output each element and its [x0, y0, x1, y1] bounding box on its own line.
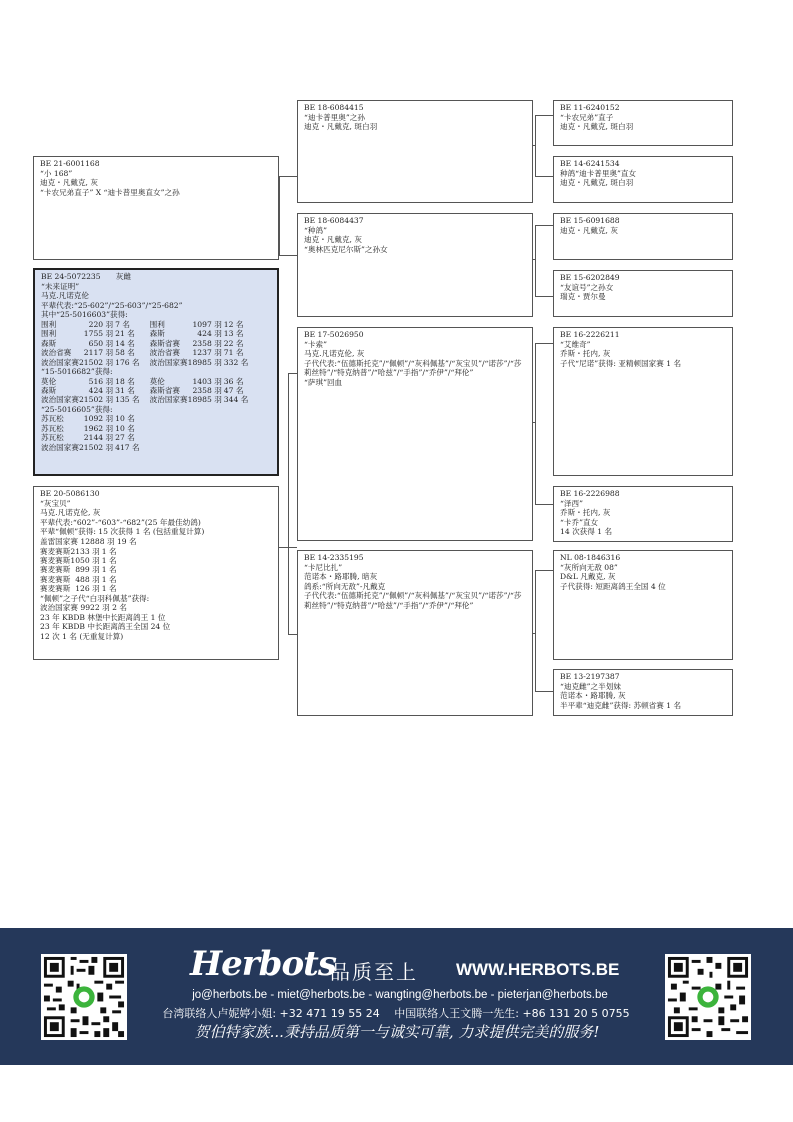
place: 12 名	[223, 319, 244, 329]
name: “迪卡普里奥”之孙	[304, 112, 365, 122]
note: 子代获得: 短距离鸽王全国 4 位	[560, 581, 666, 591]
birds: 1962 羽	[83, 423, 114, 433]
place: 1 名	[101, 565, 117, 575]
dam-offspring-result: 23 年 KBDB 林堡中长距离鸽王 1 位	[40, 612, 166, 622]
footer-banner	[0, 928, 793, 1065]
brand-logo: Herbots	[190, 944, 336, 984]
place: 58 名	[115, 348, 135, 358]
ring: BE 14-6241534	[560, 159, 620, 168]
subject-results-2	[41, 377, 248, 405]
race: 波治国家赛	[41, 395, 79, 405]
table-row	[41, 358, 248, 367]
race: 赛麦赛斯	[40, 565, 71, 575]
place: 7 名	[115, 319, 130, 329]
ring: BE 15-6091688	[560, 216, 620, 225]
place: 332 名	[223, 357, 249, 367]
table-row	[41, 348, 248, 357]
ring: BE 16-2226988	[560, 489, 620, 498]
breeder: 瑞克・贾尔曼	[560, 292, 606, 302]
birds: 21502 羽	[78, 442, 114, 452]
slogan: 贺伯特家族...秉持品质第一与诚实可靠, 力求提供完美的服务!	[194, 1023, 600, 1041]
race: 波治国家赛	[149, 395, 188, 405]
place: 71 名	[223, 348, 244, 358]
table-row	[40, 565, 117, 574]
sds-card	[553, 213, 733, 260]
name: “泽西”	[560, 498, 583, 508]
place: 417 名	[115, 442, 140, 452]
breeder: 迪克・凡戴克, 斑白羽	[560, 122, 634, 132]
sire-note: “卡农兄弟直子” X “迪卡普里奥直女”之孙	[40, 187, 180, 197]
ring: BE 13-2197387	[560, 672, 620, 681]
sire-ring: BE 21-6001168	[40, 159, 100, 168]
lineage: 鸽系:“所向无敌”-凡戴克	[304, 581, 386, 591]
place: 14 名	[115, 338, 135, 348]
subject-ring: BE 24-5072235 灰雌	[41, 272, 131, 281]
place: 1 名	[101, 555, 117, 565]
subject-heading-2: “15-5016682”获得:	[41, 367, 113, 376]
table-row	[41, 395, 248, 404]
breeder: 乔斯・托内, 灰	[560, 349, 611, 359]
table-row	[40, 575, 117, 584]
birds: 18985 羽	[187, 395, 222, 405]
note: “萨琪”回血	[304, 377, 343, 387]
subject-card	[33, 268, 279, 476]
note: “卡乔”直女	[560, 517, 599, 527]
birds: 220 羽	[88, 319, 114, 329]
birds: 488 羽	[75, 574, 100, 584]
birds: 899 羽	[75, 565, 100, 575]
ring: BE 17-5026950	[304, 330, 364, 339]
birds: 1237 羽	[192, 348, 222, 358]
place: 10 名	[115, 423, 135, 433]
sire-sire-card	[297, 100, 533, 203]
table-row	[41, 320, 248, 329]
contact-phones: 台湾联络人卢妮婷小姐: +32 471 19 55 24 中国联络人王文腾一先生: +86 131 20 5 0755	[162, 1007, 630, 1020]
contact-emails[interactable]: jo@herbots.be - miet@herbots.be - wangting@herbots.be - pieterjan@herbots.be	[192, 989, 608, 1001]
dam-offspring-heading: “佩顿”之子代“白羽科佩基”获得:	[40, 593, 150, 603]
birds: 2358 羽	[192, 338, 222, 348]
race: 赛麦赛斯	[40, 584, 71, 594]
name: “艾维奇”	[560, 339, 591, 349]
table-row	[40, 556, 117, 565]
race: 波治国家赛	[41, 357, 79, 367]
dam-offspring-result: 12 次 1 名 (无重复计算)	[40, 631, 124, 641]
ring: BE 18-6084437	[304, 216, 364, 225]
dam-offspring-result: 波治国家赛 9922 羽 2 名	[40, 603, 127, 613]
birds: 2358 羽	[192, 386, 222, 395]
race: 赛麦赛斯	[40, 546, 71, 556]
breeder: 迪克・凡戴克, 斑白羽	[560, 178, 634, 188]
table-row	[41, 339, 248, 348]
qr-code-icon[interactable]	[665, 954, 751, 1040]
qr-code-icon[interactable]	[41, 954, 127, 1040]
subject-name: “未来证明”	[41, 281, 80, 291]
subject-siblings: 平辈代表:“25-602”/“25-603”/“25-682”	[41, 300, 183, 310]
name: 种鸽“迪卡普里奥”直女	[560, 168, 637, 178]
birds: 424 羽	[88, 386, 114, 395]
breeder: 迪克・凡戴克, 灰	[560, 225, 618, 235]
dam-offspring-result: 23 年 KBDB 中长距离鸽王全国 24 位	[40, 622, 171, 632]
birds: 2144 羽	[83, 433, 114, 443]
race: 围利	[149, 319, 165, 329]
birds: 2117 羽	[83, 348, 114, 358]
dam-sire-card	[297, 327, 533, 541]
dam-siblings: 平辈代表:“602”-“603”-“682”(25 年最佳幼鸽)	[40, 517, 201, 527]
dds-card	[553, 550, 733, 660]
place: 18 名	[115, 376, 135, 386]
ring: BE 18-6084415	[304, 103, 364, 112]
birds: 2133 羽	[70, 546, 100, 556]
breeder: 迪克・凡戴克, 灰	[304, 235, 362, 245]
dam-name: “灰宝贝”	[40, 498, 71, 508]
ring: BE 14-2335195	[304, 553, 364, 562]
table-row	[41, 424, 140, 433]
race: 围利	[41, 329, 57, 339]
place: 1 名	[101, 584, 117, 594]
sdd-card	[553, 270, 733, 317]
place: 176 名	[115, 357, 140, 367]
place: 1 名	[101, 574, 117, 584]
sire-card	[33, 156, 279, 260]
place: 1 名	[101, 546, 117, 556]
race: 苏瓦松	[41, 433, 64, 443]
place: 47 名	[223, 386, 244, 395]
name: “友谊号”之孙女	[560, 282, 614, 292]
subject-breeder: 马克.凡诺克伦	[41, 291, 89, 301]
note: 半平辈“迪克雌”获得: 苏顿省赛 1 名	[560, 700, 682, 710]
sire-breeder: 迪克・凡戴克, 灰	[40, 178, 98, 188]
breeder: 迪克・凡戴克, 斑白羽	[304, 122, 378, 132]
breeder: D&L 凡戴克, 灰	[560, 572, 616, 582]
dsd-card	[553, 486, 733, 542]
place: 36 名	[223, 376, 244, 386]
dam-dam-card	[297, 550, 533, 716]
sss-card	[553, 100, 733, 146]
place: 10 名	[115, 414, 135, 424]
dam-ring: BE 20-5086130	[40, 489, 100, 498]
race: 莫伦	[149, 376, 165, 386]
race: 围利	[41, 319, 57, 329]
table-row	[41, 443, 140, 452]
birds: 126 羽	[75, 584, 100, 594]
place: 13 名	[223, 329, 244, 339]
offspring: 子代代表:“伍德斯托克”/“佩顿”/“灰科佩基”/“灰宝贝”/“诺莎”/“莎莉丝特”/“特克纳普”/“哈兹”/“手指”/“乔伊”/“拜伦”	[304, 358, 522, 378]
race: 森斯	[41, 386, 57, 395]
race: 莫伦	[41, 376, 57, 386]
subject-results-3	[41, 414, 140, 452]
place: 344 名	[223, 395, 249, 405]
dam-gueret: 盖雷国家赛 12888 羽 19 名	[40, 536, 137, 546]
race: 森斯省赛	[149, 338, 181, 348]
website-link[interactable]: WWW.HERBOTS.BE	[456, 960, 620, 979]
name: “卡索”	[304, 339, 327, 349]
tagline: 品质至上	[330, 960, 418, 984]
ring: BE 11-6240152	[560, 103, 620, 112]
breeder: 范诺本・路耶腾, 暗灰	[304, 572, 378, 582]
race: 森斯省赛	[149, 386, 181, 395]
note: 子代“尼诺”获得: 亚精顿国家赛 1 名	[560, 358, 682, 368]
birds: 424 羽	[197, 329, 222, 339]
table-row	[41, 386, 248, 395]
table-row	[41, 414, 140, 423]
birds: 516 羽	[88, 376, 114, 386]
place: 22 名	[223, 338, 244, 348]
table-row	[40, 584, 117, 593]
birds: 1050 羽	[70, 555, 100, 565]
race: 森斯	[41, 338, 57, 348]
name: “卡农兄弟”直子	[560, 112, 614, 122]
table-row	[41, 377, 248, 386]
birds: 18985 羽	[187, 357, 222, 367]
breeder: 范诺本・路耶腾, 灰	[560, 691, 626, 701]
race: 森斯	[149, 329, 165, 339]
race: 波治国家赛	[41, 442, 79, 452]
birds: 1755 羽	[83, 329, 114, 339]
birds: 21502 羽	[78, 395, 114, 405]
birds: 1092 羽	[83, 414, 114, 424]
sire-name: “小 168”	[40, 168, 73, 178]
place: 27 名	[115, 433, 135, 443]
dam-peyton: 平辈“佩顿”获得: 15 次获得 1 名 (包括重复计算)	[40, 527, 205, 537]
dam-card	[33, 486, 279, 660]
birds: 650 羽	[88, 338, 114, 348]
place: 135 名	[115, 395, 140, 405]
race: 赛麦赛斯	[40, 555, 71, 565]
note: 14 次获得 1 名	[560, 527, 613, 537]
race: 苏瓦松	[41, 423, 64, 433]
dss-card	[553, 327, 733, 476]
race: 波治国家赛	[149, 357, 188, 367]
race: 赛麦赛斯	[40, 574, 71, 584]
ring: BE 15-6202849	[560, 273, 620, 282]
birds: 21502 羽	[78, 357, 114, 367]
ring: BE 16-2226211	[560, 330, 620, 339]
race: 苏瓦松	[41, 414, 64, 424]
breeder: 马克.凡诺克伦, 灰	[304, 349, 365, 359]
birds: 1403 羽	[192, 376, 222, 386]
ring: NL 08-1846316	[560, 553, 621, 562]
sire-dam-card	[297, 213, 533, 317]
race: 波治省赛	[149, 348, 181, 358]
birds: 1097 羽	[192, 319, 222, 329]
note: “奥林匹克尼尔斯”之孙女	[304, 244, 388, 254]
dam-breeder: 马克.凡诺克伦, 灰	[40, 508, 101, 518]
ssd-card	[553, 156, 733, 203]
place: 31 名	[115, 386, 135, 395]
name: “灰所向无敌 08”	[560, 562, 618, 572]
table-row	[41, 329, 248, 338]
table-row	[41, 433, 140, 442]
subject-heading-1: 其中“25-5016603”获得:	[41, 310, 128, 320]
table-row	[40, 547, 117, 556]
offspring: 子代代表:“伍德斯托克”/“佩顿”/“灰科佩基”/“灰宝贝”/“诺莎”/“莎莉丝特”/“特克纳普”/“哈兹”/“手指”/“乔伊”/“拜伦”	[304, 591, 522, 610]
name: “种鸽”	[304, 225, 327, 235]
subject-results-1	[41, 320, 248, 367]
name: “迪克雌”之半划妹	[560, 681, 621, 691]
place: 21 名	[115, 329, 135, 339]
dam-results	[40, 547, 117, 594]
breeder: 乔斯・托内, 灰	[560, 508, 611, 518]
name: “卡尼比扎”	[304, 562, 343, 572]
ddd-card	[553, 669, 733, 716]
race: 波治省赛	[41, 348, 72, 358]
subject-heading-3: “25-5016605”获得:	[41, 404, 113, 414]
